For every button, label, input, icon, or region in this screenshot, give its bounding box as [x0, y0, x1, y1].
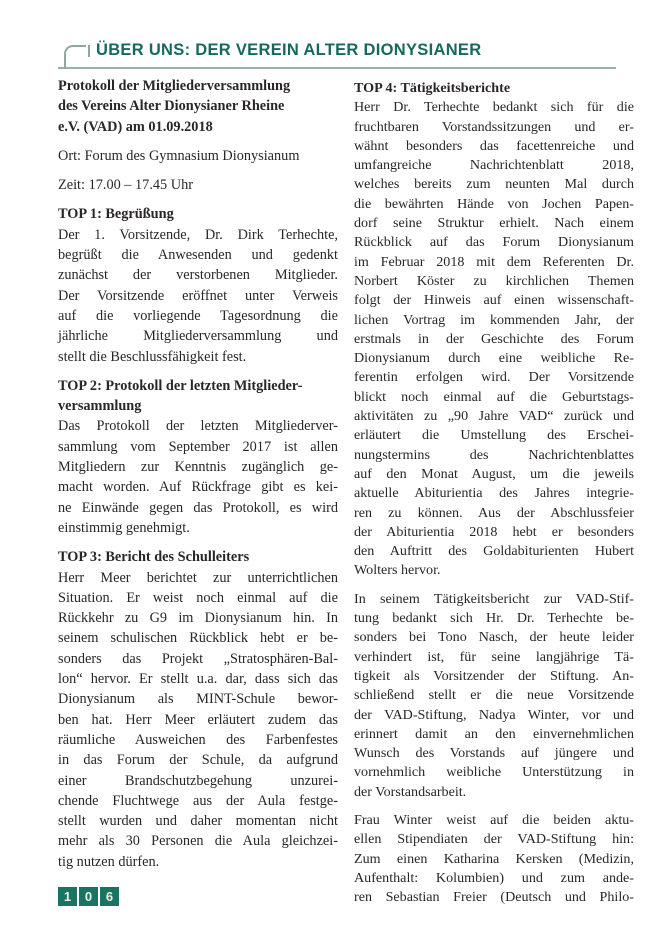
text-line: Zum einen Katharina Kersken (Medizin,: [354, 850, 634, 867]
text-line: tigkeit als Vorsitzender der Stiftung. An-: [354, 667, 634, 684]
text-line: versammlung: [58, 398, 142, 415]
text-line: begrüßt die Anwesenden und gedenkt: [58, 247, 338, 264]
text-line: in das Forum der Schule, da aufgrund: [58, 752, 338, 769]
text-line: schließend stellt er die neue Vorsitzende: [354, 687, 634, 704]
page-number: [58, 887, 119, 906]
text-line: sonders bei Tono Nasch, der heute leider: [354, 629, 634, 646]
text-line: TOP 1: Begrüßung: [58, 206, 174, 223]
text-line: TOP 3: Bericht des Schulleiters: [58, 549, 250, 566]
text-line: erstmals in der Geschichte des Forum: [354, 330, 634, 347]
text-line: Zeit: 17.00 – 17.45 Uhr: [58, 177, 194, 194]
page-number-digit: 0: [79, 887, 98, 906]
text-line: stellt die Beschlussfähigkeit fest.: [58, 348, 247, 365]
text-line: Situation. Er weist noch einmal auf die: [58, 589, 338, 606]
text-line: Frau Winter weist auf die beiden aktu-: [354, 811, 634, 828]
paragraph: [58, 568, 338, 872]
text-line: sonders das Projekt „Stratosphären-Bal-: [58, 650, 338, 667]
paragraph: [58, 146, 338, 166]
text-line: Wunsch des Vorstands auf jüngere und: [354, 745, 634, 762]
text-line: ferentin erfolgen wird. Der Vorsitzende: [354, 369, 634, 386]
text-line: lichen Vortrag im kommenden Jahr, der: [354, 311, 634, 328]
text-line: e.V. (VAD) am 01.09.2018: [58, 118, 213, 135]
paragraph: [58, 225, 338, 367]
text-line: Dionysianum durch eine weibliche Re-: [354, 350, 634, 367]
text-line: tung bedankt sich Hr. Dr. Terhechte be-: [354, 610, 634, 627]
paragraph: [354, 98, 634, 580]
text-line: chende Fluchtwege aus der Aula festge-: [58, 792, 338, 809]
text-line: einer Brandschutzbegehung unzurei-: [58, 772, 338, 789]
text-line: den Auftritt des Goldabiturienten Hubert: [354, 543, 634, 560]
article-body: [58, 76, 634, 907]
text-line: ren zu können. Aus der Abschlussfeier: [354, 504, 634, 521]
text-line: Norbert Köster zu kirchlichen Themen: [354, 272, 634, 289]
text-line: tig nutzen dürfen.: [58, 853, 160, 870]
text-line: Dionysianum als MINT-Schule bewor-: [58, 691, 338, 708]
text-line: Das Protokoll der letzten Mitgliederver-: [58, 418, 338, 435]
text-line: seinem schulischen Rückblick hebt er be-: [58, 630, 338, 647]
text-line: der Abiturientia 2018 hebt er besonders: [354, 523, 634, 540]
text-line: Protokoll der Mitgliederversammlung: [58, 78, 291, 94]
text-line: Herr Dr. Terhechte bedankt sich für die: [354, 99, 634, 116]
text-line: blickt noch einmal auf die Geburtstags-: [354, 388, 634, 405]
tab-tick-icon: [88, 45, 90, 57]
text-line: die bewährten Hände von Jochen Papen-: [354, 195, 634, 212]
text-line: zunächst der verstorbenen Mitglieder.: [58, 267, 338, 284]
text-line: dorf seine Struktur erhielt. Nach einem: [354, 215, 634, 232]
text-line: mehr als 30 Personen die Aula gleichzei-: [58, 833, 338, 850]
text-line: stellt wurden und daher momentan nicht: [58, 813, 338, 830]
text-line: nungstermins des Nachrichtenblattes: [354, 446, 634, 463]
paragraph-heading: [58, 547, 338, 567]
paragraph: [354, 590, 634, 802]
text-line: verhindert ist, für seine langjährige Tä-: [354, 648, 634, 665]
paragraph-heading: [58, 204, 338, 224]
text-line: Aufenthalt: Kolumbien) und zum ande-: [354, 869, 634, 886]
text-line: der VAD-Stiftung, Nadya Winter, vor und: [354, 706, 634, 723]
text-line: einstimmig genehmigt.: [58, 519, 190, 536]
paragraph: [58, 416, 338, 538]
right-column: [354, 76, 634, 907]
page-number-digit: 6: [100, 887, 119, 906]
text-line: wähnt besonders das facettenreiche und: [354, 137, 634, 154]
text-line: welches bereits zum neunten Mal durch: [354, 176, 634, 193]
text-line: ne Einwände gegen das Protokoll, es wird: [58, 499, 338, 516]
text-line: auf die vorliegende Tagesordnung die: [58, 307, 338, 324]
paragraph-heading: [58, 376, 338, 417]
text-line: folgt der Hinweis auf einen wissenschaft-: [354, 292, 634, 309]
text-line: Wolters hervor.: [354, 562, 441, 579]
text-line: macht worden. Auf Rückfrage gibt es kei-: [58, 479, 338, 496]
text-line: des Vereins Alter Dionysianer Rheine: [58, 98, 285, 115]
left-column: [58, 76, 338, 907]
text-line: Ort: Forum des Gymnasium Dionysianum: [58, 147, 300, 164]
text-line: der Vorstandsarbeit.: [354, 783, 467, 800]
text-line: Der Vorsitzende eröffnet unter Verweis: [58, 287, 338, 304]
text-line: fruchtbaren Vorstandssitzungen und er-: [354, 118, 634, 135]
text-line: Rückblick auf das Forum Dionysianum: [354, 234, 634, 251]
document-title: [58, 76, 338, 137]
paragraph-heading: [354, 79, 634, 98]
text-line: sammlung vom September 2017 ist allen: [58, 438, 338, 455]
text-line: ben hat. Herr Meer erläutert zudem das: [58, 711, 338, 728]
text-line: erläutert die Umstellung des Erschei-: [354, 427, 634, 444]
text-line: aktivitäten zu „90 Jahre VAD“ zurück und: [354, 408, 634, 425]
text-line: Rückkehr zu G9 im Dionysianum hin. In: [58, 610, 338, 627]
text-line: Der 1. Vorsitzende, Dr. Dirk Terhechte,: [58, 226, 338, 243]
section-title: ÜBER UNS: DER VEREIN ALTER DIONYSIANER: [96, 41, 482, 59]
text-line: ren Sebastian Freier (Deutsch und Philo-: [354, 889, 634, 906]
text-line: im Februar 2018 mit dem Referenten Dr.: [354, 253, 634, 270]
text-line: umfangreiche Nachrichtenblatt 2018,: [354, 157, 634, 174]
paragraph: [354, 811, 634, 907]
text-line: lon“ hervor. Er stellt u.a. dar, dass sich das: [58, 671, 338, 688]
text-line: In seinem Tätigkeitsbericht zur VAD-Stif-: [354, 590, 634, 607]
page-number-digit: 1: [58, 887, 77, 906]
paragraph: [58, 175, 338, 195]
text-line: TOP 4: Tätigkeitsberichte: [354, 80, 511, 96]
text-line: Herr Meer berichtet zur unterrichtlichen: [58, 569, 338, 586]
text-line: Mitgliedern zur Kenntnis zugänglich ge-: [58, 459, 338, 476]
text-line: aktuelle Abiturientia des Jahres integrie-: [354, 485, 634, 502]
text-line: ellen Stipendiaten der VAD-Stiftung hin:: [354, 831, 634, 848]
text-line: vornehmlich weibliche Unterstützung in: [354, 764, 634, 781]
tab-corner-icon: [64, 45, 86, 69]
text-line: TOP 2: Protokoll der letzten Mitglieder-: [58, 377, 303, 394]
text-line: jährliche Mitgliederversammlung und: [58, 328, 338, 345]
section-header: [58, 40, 616, 69]
text-line: räumliche Ausweichen des Farbenfestes: [58, 731, 338, 748]
text-line: erinnert damit an den einvernehmlichen: [354, 725, 634, 742]
text-line: auf den Monat August, um die jeweils: [354, 465, 634, 482]
